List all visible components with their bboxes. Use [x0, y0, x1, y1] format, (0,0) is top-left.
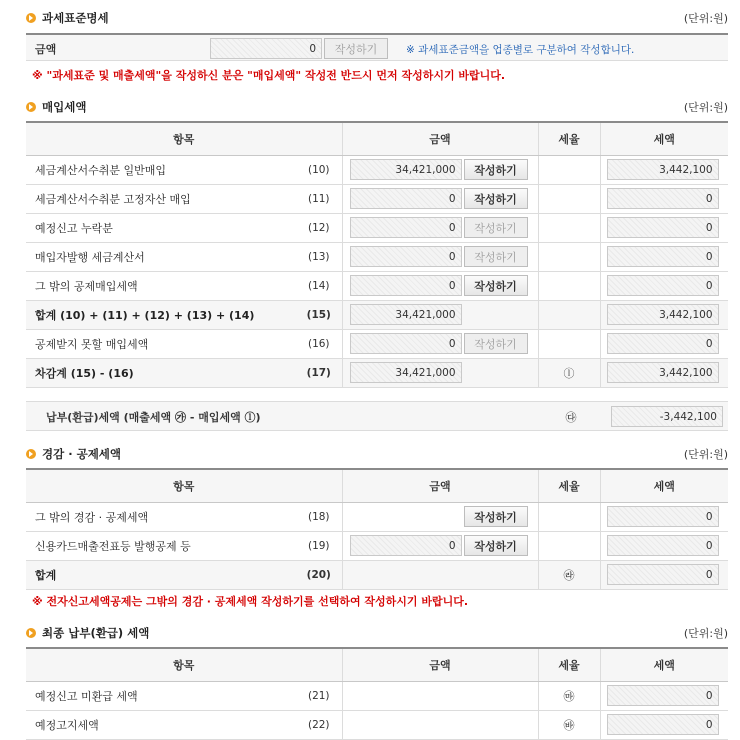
row-code: (21): [296, 681, 342, 710]
row-amount-cell: [342, 155, 538, 184]
amount-wrap: [343, 532, 538, 560]
row-tax-cell: [600, 710, 728, 739]
table-row: [26, 213, 728, 242]
row-amount-cell: [342, 502, 538, 531]
header-tax: 세액: [600, 648, 728, 681]
amount-wrap: [343, 272, 538, 300]
row-code: (20): [296, 560, 342, 589]
row-code: (15): [296, 300, 342, 329]
row-code: (12): [296, 213, 342, 242]
write-button[interactable]: 작성하기: [464, 535, 528, 556]
write-button[interactable]: 작성하기: [464, 188, 528, 209]
row-label: 합계 (10) + (11) + (12) + (13) + (14): [26, 300, 296, 329]
final-table: [26, 647, 728, 740]
row-rate: [538, 184, 600, 213]
purchase-section-title: [26, 98, 86, 116]
tax-base-section-title: [26, 9, 109, 27]
amount-field[interactable]: 0: [350, 333, 462, 354]
amount-field[interactable]: 0: [350, 535, 462, 556]
final-title: 최종 납부(환급) 세액: [42, 626, 150, 640]
row-rate: ㉲: [538, 681, 600, 710]
purchase-title: 매입세액: [42, 100, 87, 114]
amount-wrap: [343, 156, 538, 184]
write-button[interactable]: 작성하기: [464, 217, 528, 238]
row-rate: [538, 531, 600, 560]
table-row: [26, 502, 728, 531]
row-label: 합계: [26, 560, 296, 589]
tax-base-warning: ※ "과세표준 및 매출세액"을 작성하신 분은 "매입세액" 작성전 반드시 먼저 작성하시기 바랍니다.: [32, 69, 506, 82]
row-rate: [538, 300, 600, 329]
section-bullet-icon: [26, 628, 36, 638]
table-row: [26, 681, 728, 710]
row-label: 공제받지 못할 매입세액: [26, 329, 296, 358]
tax-base-unit: (단위:원): [683, 12, 728, 25]
table-row: [26, 358, 728, 387]
header-amount: 금액: [342, 469, 538, 502]
final-table-wrap: [26, 647, 728, 740]
row-rate: [538, 213, 600, 242]
payable-value-field: -3,442,100: [611, 406, 723, 427]
row-code: (16): [296, 329, 342, 358]
tax-wrap: [601, 330, 729, 358]
table-row: [26, 710, 728, 739]
amount-field[interactable]: 34,421,000: [350, 362, 462, 383]
row-code: (18): [296, 502, 342, 531]
tax-field: 3,442,100: [607, 304, 719, 325]
tax-field: 3,442,100: [607, 362, 719, 383]
final-unit: (단위:원): [683, 627, 728, 640]
row-tax-cell: [600, 358, 728, 387]
tax-wrap: [601, 359, 729, 387]
header-amount: 금액: [342, 648, 538, 681]
section-bullet-icon: [26, 102, 36, 112]
row-amount-cell: [342, 560, 538, 589]
header-item: 항목: [26, 469, 342, 502]
table-row: [26, 531, 728, 560]
amount-spacer: [350, 506, 462, 527]
tax-field: 0: [607, 333, 719, 354]
table-row: [26, 560, 728, 589]
header-item: 항목: [26, 122, 342, 155]
row-rate: ㉱: [538, 560, 600, 589]
row-tax-cell: [600, 560, 728, 589]
tax-field: 0: [607, 714, 719, 735]
tax-wrap: [601, 711, 729, 739]
row-rate: [538, 502, 600, 531]
deduction-title: 경감 · 공제세액: [42, 447, 122, 461]
tax-field: 0: [607, 246, 719, 267]
row-code: (11): [296, 184, 342, 213]
header-amount: 금액: [342, 122, 538, 155]
section-bullet-icon: [26, 449, 36, 459]
row-amount-cell: [342, 531, 538, 560]
amount-field[interactable]: 0: [350, 246, 462, 267]
header-tax: 세액: [600, 469, 728, 502]
tax-field: 0: [607, 188, 719, 209]
amount-field[interactable]: 0: [350, 188, 462, 209]
purchase-table: [26, 121, 728, 388]
table-row: [26, 271, 728, 300]
amount-wrap: [343, 561, 538, 589]
tax-wrap: [601, 532, 729, 560]
amount-field[interactable]: 34,421,000: [350, 304, 462, 325]
amount-wrap: [343, 301, 538, 329]
row-amount-cell: [342, 300, 538, 329]
table-row: [26, 329, 728, 358]
row-code: (19): [296, 531, 342, 560]
row-label: 매입자발행 세금계산서: [26, 242, 296, 271]
row-tax-cell: [600, 213, 728, 242]
purchase-table-wrap: [26, 121, 728, 388]
row-rate: [538, 271, 600, 300]
tax-wrap: [601, 682, 729, 710]
amount-field[interactable]: 34,421,000: [350, 159, 462, 180]
row-label: 그 밖의 경감 · 공제세액: [26, 502, 296, 531]
payable-row: [26, 401, 728, 431]
payable-label: 납부(환급)세액 (매출세액 ㉮ - 매입세액 ⓛ): [46, 411, 261, 424]
deduction-table-wrap: [26, 468, 728, 590]
row-amount-cell: [342, 242, 538, 271]
table-header-row: [26, 469, 728, 502]
tax-field: 3,442,100: [607, 159, 719, 180]
final-table-body: [26, 681, 728, 739]
row-amount-cell: [342, 329, 538, 358]
amount-wrap: [343, 330, 538, 358]
deduction-section-title: [26, 445, 121, 463]
purchase-table-body: [26, 155, 728, 387]
row-tax-cell: [600, 502, 728, 531]
table-row: [26, 242, 728, 271]
row-label: 그 밖의 공제매입세액: [26, 271, 296, 300]
row-label: 세금계산서수취분 일반매입: [26, 155, 296, 184]
header-item: 항목: [26, 648, 342, 681]
amount-wrap: [343, 503, 538, 531]
tax-base-row: [26, 33, 728, 61]
tax-field: 0: [607, 217, 719, 238]
row-rate: [538, 329, 600, 358]
write-button[interactable]: 작성하기: [464, 506, 528, 527]
row-code: (17): [296, 358, 342, 387]
row-rate: [538, 242, 600, 271]
row-label: 차감계 (15) - (16): [26, 358, 296, 387]
row-tax-cell: [600, 681, 728, 710]
tax-base-write-button[interactable]: 작성하기: [324, 38, 388, 59]
row-amount-cell: [342, 358, 538, 387]
amount-wrap: [343, 243, 538, 271]
row-amount-cell: [342, 681, 538, 710]
deduction-warning: ※ 전자신고세액공제는 그밖의 경감 · 공제세액 작성하기를 선택하여 작성하시기 바랍니다.: [32, 595, 469, 608]
row-tax-cell: [600, 329, 728, 358]
table-row: [26, 184, 728, 213]
row-tax-cell: [600, 184, 728, 213]
header-rate: 세율: [538, 469, 600, 502]
row-tax-cell: [600, 155, 728, 184]
row-label: 예정신고 미환급 세액: [26, 681, 296, 710]
tax-wrap: [601, 185, 729, 213]
row-amount-cell: [342, 710, 538, 739]
tax-wrap: [601, 272, 729, 300]
tax-base-title: 과세표준명세: [42, 11, 109, 25]
row-code: (10): [296, 155, 342, 184]
amount-wrap: [343, 185, 538, 213]
tax-wrap: [601, 214, 729, 242]
row-amount-cell: [342, 271, 538, 300]
purchase-unit: (단위:원): [683, 101, 728, 114]
tax-wrap: [601, 156, 729, 184]
amount-field[interactable]: 0: [350, 275, 462, 296]
deduction-table-body: [26, 502, 728, 589]
tax-base-amount-label: 금액: [35, 43, 57, 56]
write-button[interactable]: 작성하기: [464, 246, 528, 267]
tax-field: 0: [607, 506, 719, 527]
header-tax: 세액: [600, 122, 728, 155]
tax-field: 0: [607, 564, 719, 585]
write-button[interactable]: 작성하기: [464, 159, 528, 180]
row-amount-cell: [342, 213, 538, 242]
row-tax-cell: [600, 300, 728, 329]
write-button[interactable]: 작성하기: [464, 333, 528, 354]
row-code: (22): [296, 710, 342, 739]
row-amount-cell: [342, 184, 538, 213]
tax-wrap: [601, 561, 729, 589]
amount-wrap: [343, 214, 538, 242]
row-code: (14): [296, 271, 342, 300]
row-rate: ㉳: [538, 710, 600, 739]
tax-wrap: [601, 503, 729, 531]
amount-wrap: [343, 359, 538, 387]
tax-wrap: [601, 301, 729, 329]
row-code: (13): [296, 242, 342, 271]
row-label: 예정고지세액: [26, 710, 296, 739]
deduction-table: [26, 468, 728, 590]
tax-wrap: [601, 243, 729, 271]
table-header-row: [26, 122, 728, 155]
amount-field[interactable]: 0: [350, 217, 462, 238]
tax-base-note: ※ 과세표준금액을 업종별로 구분하여 작성합니다.: [406, 44, 635, 56]
row-tax-cell: [600, 242, 728, 271]
write-button[interactable]: 작성하기: [464, 275, 528, 296]
payable-rate-mark: ㉰: [565, 411, 577, 424]
row-rate: ⓛ: [538, 358, 600, 387]
row-label: 예정신고 누락분: [26, 213, 296, 242]
table-row: [26, 300, 728, 329]
tax-field: 0: [607, 535, 719, 556]
row-label: 신용카드매출전표등 발행공제 등: [26, 531, 296, 560]
row-tax-cell: [600, 271, 728, 300]
section-bullet-icon: [26, 13, 36, 23]
row-tax-cell: [600, 531, 728, 560]
tax-base-amount-field[interactable]: 0: [210, 38, 322, 59]
final-section-title: [26, 624, 149, 642]
table-header-row: [26, 648, 728, 681]
row-label: 세금계산서수취분 고정자산 매입: [26, 184, 296, 213]
table-row: [26, 155, 728, 184]
header-rate: 세율: [538, 122, 600, 155]
tax-field: 0: [607, 275, 719, 296]
row-rate: [538, 155, 600, 184]
tax-field: 0: [607, 685, 719, 706]
header-rate: 세율: [538, 648, 600, 681]
deduction-unit: (단위:원): [683, 448, 728, 461]
